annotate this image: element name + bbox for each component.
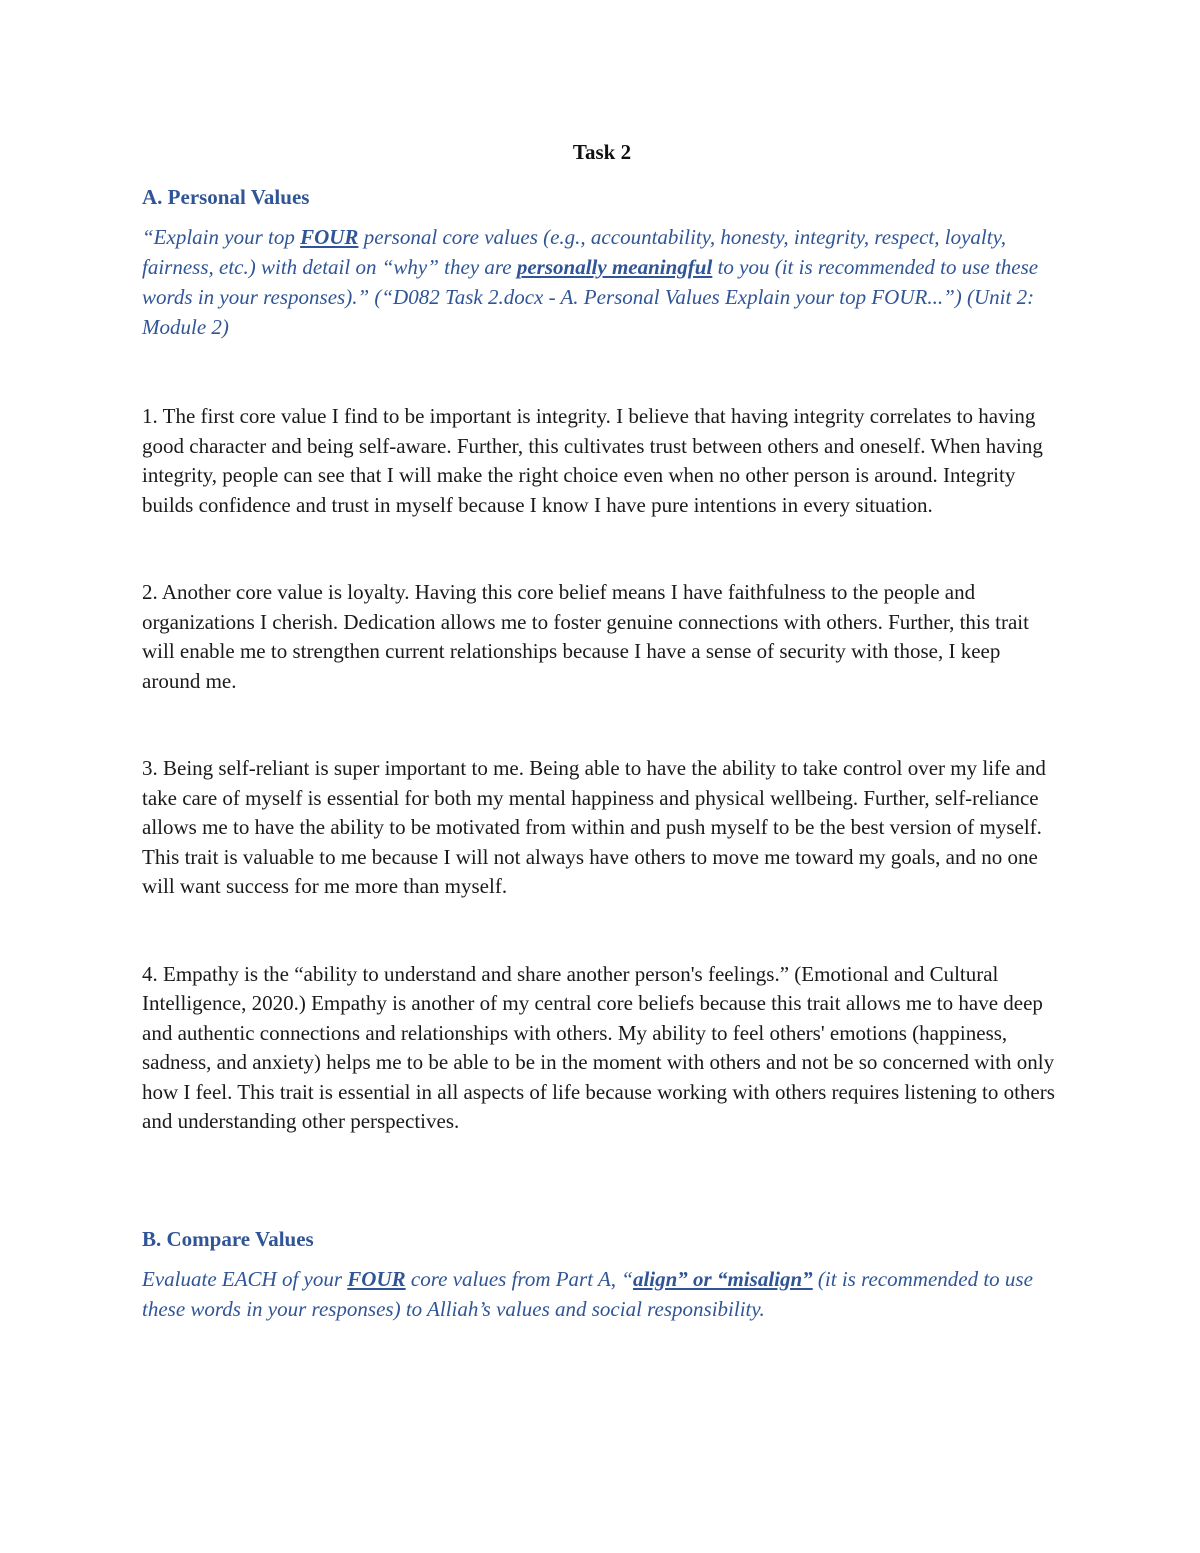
section-a-prompt-text-2: personal core values (e.g., accountability, honesty, integrity, respect, loyalty, fairness, etc.) with detail on “why” they are <box>142 225 1006 279</box>
section-b-prompt-text-3: (it is recommended to use these words in your responses) to Alliah’s values and social responsibility. <box>142 1266 1033 1321</box>
section-b-prompt-emphasis-four: FOUR <box>347 1266 406 1291</box>
section-b-prompt-text-1: Evaluate EACH of your <box>142 1266 348 1291</box>
section-a-prompt-text-3: to you (it is recommended to use these words in your responses).” (“D082 Task 2.docx - A. Personal Values Explain your top FOUR...”) (Unit 2: Module 2) <box>142 255 1039 339</box>
answer-paragraph-2: 2. Another core value is loyalty. Having this core belief means I have faithfulness to the people and organizations I cherish. Dedication allows me to foster genuine connections with others. Further, this trait will enable me to strengthen current relationships because I have a sense of security with those, I keep around me. <box>142 580 1029 693</box>
section-b-prompt-emphasis-align: align” or “misalign” <box>632 1266 813 1291</box>
section-a-heading: A. Personal Values <box>142 185 310 209</box>
section-a-prompt <box>142 222 1062 342</box>
document-page <box>142 140 1062 1324</box>
section-a-prompt-text-1: “Explain your top <box>142 225 301 249</box>
section-b-prompt <box>142 1264 1062 1324</box>
section-b-prompt-text-2: core values from Part A, “ <box>405 1266 633 1291</box>
answer-paragraph-3: 3. Being self-reliant is super important to me. Being able to have the ability to take control over my life and take care of myself is essential for both my mental happiness and physical wellbeing. Further, self-reliance allows me to have the ability to be motivated from within and push myself to be the best version of myself. This trait is valuable to me because I will not always have others to move me toward my goals, and no one will want success for me more than myself. <box>142 756 1046 898</box>
answer-paragraph-1: 1. The first core value I find to be important is integrity. I believe that having integrity correlates to having good character and being self-aware. Further, this cultivates trust between others and oneself. When having integrity, people can see that I will make the right choice even when no other person is around. Integrity builds confidence and trust in myself because I know I have pure intentions in every situation. <box>142 404 1043 517</box>
section-b-heading: B. Compare Values <box>142 1226 314 1251</box>
answer-paragraph-4: 4. Empathy is the “ability to understand and share another person's feelings.” (Emotional and Cultural Intelligence, 2020.) Empathy is another of my central core beliefs because this trait allows me to have deep and authentic connections and relationships with others. My ability to feel others' emotions (happiness, sadness, and anxiety) helps me to be able to be in the moment with others and not be so concerned with only how I feel. This trait is essential in all aspects of life because working with others requires listening to others and understanding other perspectives. <box>142 961 1055 1133</box>
section-a-prompt-emphasis-meaningful: personally meaningful <box>516 255 713 279</box>
document-title: Task 2 <box>572 140 632 164</box>
section-a-prompt-emphasis-four: FOUR <box>300 225 359 249</box>
